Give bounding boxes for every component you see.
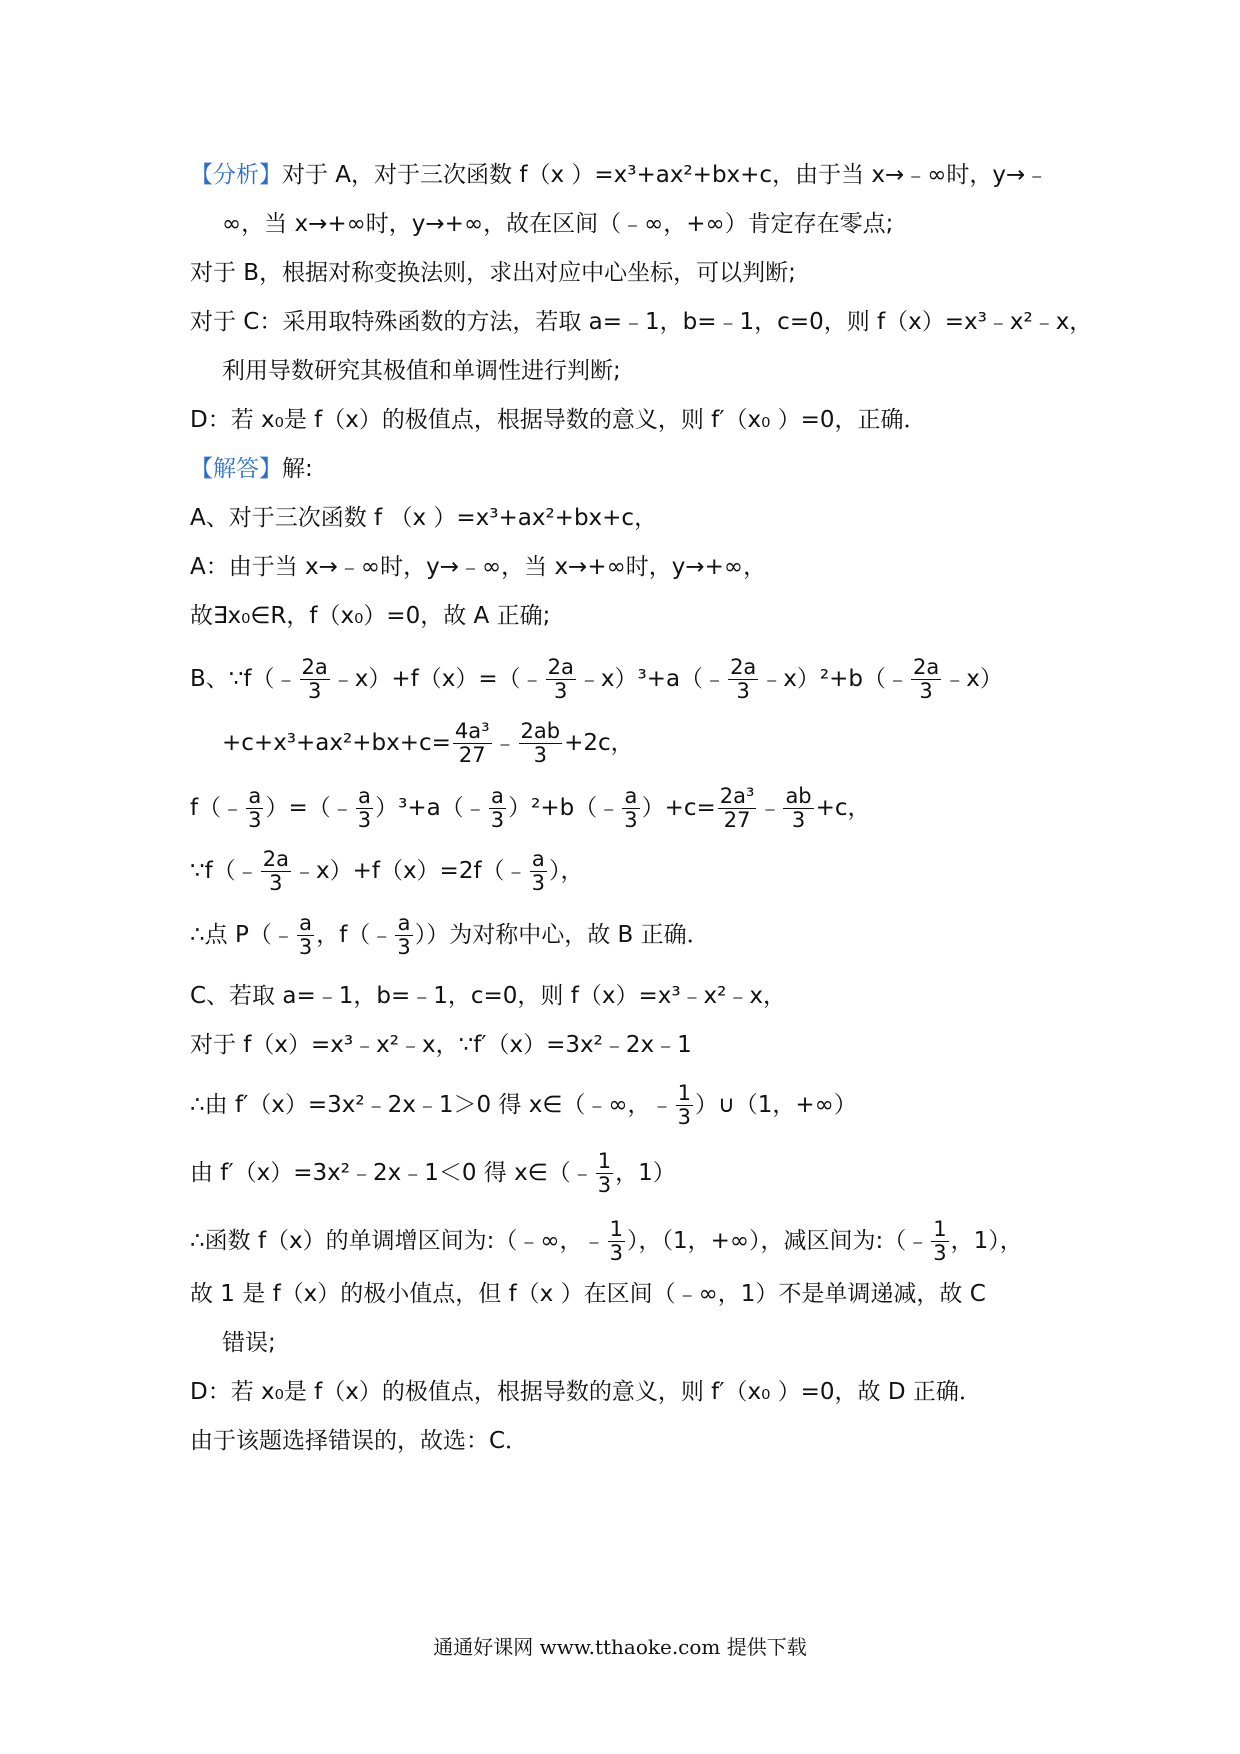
denominator: 3: [307, 679, 322, 703]
b2-text: +2c，: [564, 730, 634, 756]
numerator: 1: [677, 1081, 691, 1105]
numerator: 2ab: [520, 719, 561, 743]
b5-text: ））为对称中心，故 B 正确．: [414, 922, 710, 948]
numerator: 2a: [730, 655, 757, 679]
answer-c1: C、若取 a=﹣1，b=﹣1，c=0，则 f（x）=x³﹣x²﹣x，: [190, 983, 786, 1009]
denominator: 3: [597, 1173, 612, 1197]
denominator: 3: [248, 808, 262, 832]
b1-text: ﹣x）+f（x）=（﹣: [331, 666, 544, 692]
denominator: 27: [723, 808, 751, 832]
fraction: [728, 656, 758, 703]
answer-c3: [190, 1082, 857, 1129]
b3-text: +c，: [815, 795, 871, 821]
denominator: 3: [624, 808, 638, 832]
fraction: [395, 912, 412, 959]
answer-a1: A、对于三次函数 f （x ）=x³+ax²+bx+c，: [190, 505, 658, 531]
b2-text: +c+x³+ax²+bx+c=: [222, 730, 451, 756]
fraction: [489, 785, 506, 832]
fraction: [596, 1150, 613, 1197]
b3-text: ）³+a（﹣: [375, 795, 487, 821]
b3-text: f（﹣: [190, 795, 245, 821]
analysis-text-1: 对于 A，对于三次函数 f（x ）=x³+ax²+bx+c，由于当 x→﹣∞时，y→﹣: [282, 162, 1049, 188]
analysis-tag: 【分析】: [190, 162, 282, 188]
c4-text: 由 f′（x）=3x²﹣2x﹣1＜0 得 x∈（﹣: [190, 1160, 594, 1186]
denominator: 3: [791, 808, 806, 832]
numerator: 4a³: [454, 719, 490, 743]
b1-text: ﹣x）³+a（﹣: [577, 666, 727, 692]
analysis-line-4: 对于 C：采用取特殊函数的方法，若取 a=﹣1，b=﹣1，c=0，则 f（x）=x³﹣x²﹣x，: [190, 309, 1093, 335]
b3-text: ）+c=: [641, 795, 716, 821]
answer-end: 由于该题选择错误的，故选：C．: [190, 1428, 529, 1454]
denominator: 3: [533, 743, 548, 767]
analysis-line-1: [190, 160, 1048, 190]
b5-text: ，f（﹣: [316, 922, 394, 948]
numerator: 2a: [301, 655, 328, 679]
b4-text: ﹣x）+f（x）=2f（﹣: [292, 858, 528, 884]
numerator: 2a³: [719, 784, 755, 808]
denominator: 3: [397, 935, 411, 959]
c5-text: ∴函数 f（x）的单调增区间为:（﹣∞，﹣: [190, 1228, 606, 1254]
numerator: ab: [785, 784, 812, 808]
denominator: 3: [609, 1241, 623, 1265]
denominator: 3: [490, 808, 505, 832]
fraction: [718, 785, 757, 832]
numerator: a: [395, 912, 412, 936]
fraction: [546, 656, 576, 703]
c5-text: ），（1，+∞），减区间为:（﹣: [626, 1228, 930, 1254]
denominator: 3: [677, 1105, 691, 1129]
analysis-line-6: D：若 x₀是 f（x）的极值点，根据导数的意义，则 f′（x₀ ）=0，正确．: [190, 407, 927, 433]
answer-c7: 错误;: [222, 1330, 276, 1356]
answer-b3: [190, 785, 871, 832]
fraction: [519, 720, 563, 767]
b1-text: ﹣x）²+b（﹣: [760, 666, 909, 692]
answer-c5: [190, 1218, 1023, 1265]
denominator: 3: [919, 679, 933, 703]
analysis-line-3: 对于 B，根据对称变换法则，求出对应中心坐标，可以判断;: [190, 260, 796, 286]
fraction: [261, 848, 291, 895]
b4-text: ），: [548, 858, 584, 884]
numerator: 1: [597, 1149, 612, 1173]
b3-text: ）²+b（﹣: [508, 795, 621, 821]
numerator: a: [530, 848, 547, 872]
c5-text: ，1），: [950, 1228, 1023, 1254]
answer-b5: [190, 912, 710, 959]
denominator: 3: [554, 679, 568, 703]
numerator: 1: [609, 1217, 623, 1241]
answer-c2: 对于 f（x）=x³﹣x²﹣x，∵f′（x）=3x²﹣2x﹣1: [190, 1032, 692, 1058]
page-footer: 通通好课网 www.tthaoke.com 提供下载: [433, 1635, 807, 1659]
numerator: a: [489, 785, 506, 809]
fraction: [453, 720, 492, 767]
fraction: [246, 785, 263, 832]
denominator: 3: [531, 871, 545, 895]
numerator: 2a: [262, 847, 289, 871]
fraction: [297, 912, 314, 959]
answer-b1: [190, 656, 1003, 703]
denominator: 3: [357, 808, 372, 832]
answer-a2: A：由于当 x→﹣∞时，y→﹣∞，当 x→+∞时，y→+∞，: [190, 554, 767, 580]
numerator: 2a: [547, 655, 574, 679]
answer-tag: 【解答】: [190, 456, 282, 482]
answer-b4: [190, 848, 583, 895]
fraction: [676, 1082, 693, 1129]
b1-text: ﹣x）: [943, 666, 1003, 692]
numerator: a: [246, 785, 263, 809]
numerator: a: [297, 912, 314, 936]
fraction: [608, 1218, 625, 1265]
numerator: a: [356, 785, 373, 809]
fraction: [622, 785, 639, 832]
b3-text: ）=（﹣: [265, 795, 354, 821]
numerator: 2a: [913, 655, 940, 679]
answer-d1: D：若 x₀是 f（x）的极值点，根据导数的意义，则 f′（x₀ ）=0，故 D 正确．: [190, 1379, 982, 1405]
numerator: a: [622, 785, 639, 809]
b5-text: ∴点 P（﹣: [190, 922, 295, 948]
answer-a3: 故∃x₀∈R，f（x₀）=0，故 A 正确;: [190, 603, 551, 629]
fraction: [911, 656, 941, 703]
c3-text: ）∪（1，+∞）: [694, 1092, 857, 1118]
answer-c4: [190, 1150, 676, 1197]
numerator: 1: [933, 1217, 947, 1241]
b1-text: B、∵f（﹣: [190, 666, 298, 692]
denominator: 3: [933, 1241, 947, 1265]
b3-text: ﹣: [758, 795, 782, 821]
answer-c6: 故 1 是 f（x）的极小值点，但 f（x ）在区间（﹣∞，1）不是单调递减，故 C: [190, 1281, 986, 1307]
denominator: 3: [298, 935, 313, 959]
analysis-line-5: 利用导数研究其极值和单调性进行判断;: [222, 358, 621, 384]
analysis-line-2: ∞，当 x→+∞时，y→+∞，故在区间（﹣∞，+∞）肯定存在零点;: [222, 211, 894, 237]
answer-b2: [222, 720, 634, 767]
denominator: 3: [736, 679, 750, 703]
b2-text: ﹣: [493, 730, 517, 756]
fraction: [300, 656, 330, 703]
fraction: [783, 785, 813, 832]
denominator: 3: [269, 871, 283, 895]
c4-text: ，1）: [615, 1160, 676, 1186]
fraction: [530, 848, 547, 895]
fraction: [931, 1218, 948, 1265]
denominator: 27: [458, 743, 486, 767]
fraction: [356, 785, 373, 832]
b4-text: ∵f（﹣: [190, 858, 259, 884]
answer-heading: [190, 454, 313, 484]
c3-text: ∴由 f′（x）=3x²﹣2x﹣1＞0 得 x∈（﹣∞，﹣: [190, 1092, 674, 1118]
answer-tag-suffix: 解:: [282, 456, 313, 482]
